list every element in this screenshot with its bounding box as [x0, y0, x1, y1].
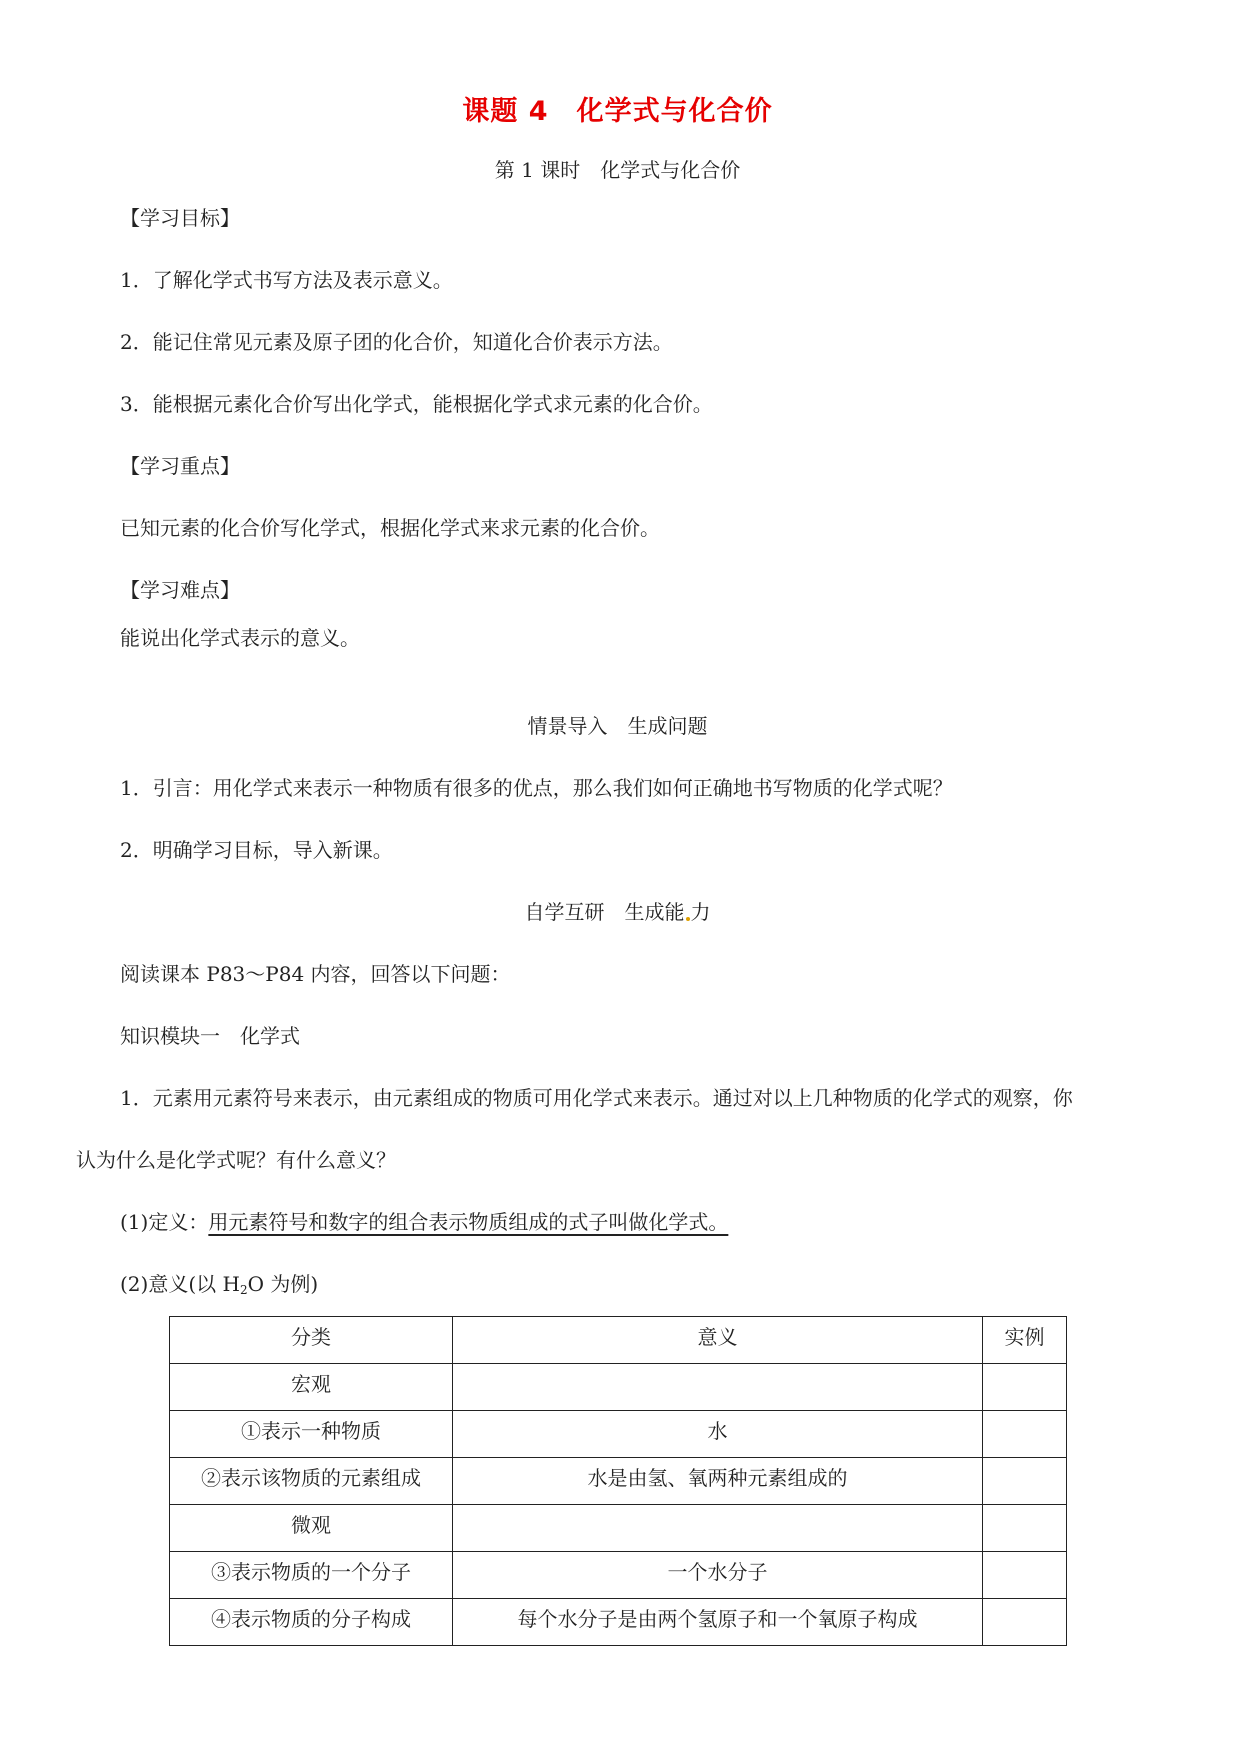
table-header-cell: 分类 [170, 1317, 453, 1364]
definition-label: (1)定义： [120, 1210, 209, 1234]
table-cell [983, 1364, 1067, 1411]
table-row [170, 1411, 1067, 1458]
table-cell [983, 1411, 1067, 1458]
table-cell: ④表示物质的分子构成 [170, 1599, 453, 1646]
meaning-label-pre: (2)意义(以 H [120, 1272, 240, 1296]
table-row [170, 1458, 1067, 1505]
table-cell: ②表示该物质的元素组成 [170, 1458, 453, 1505]
self-study-heading-part1: 自学互研 生成能 [524, 900, 685, 924]
table-cell: 微观 [170, 1505, 453, 1552]
intro-item: 1．引言：用化学式来表示一种物质有很多的优点，那么我们如何正确地书写物质的化学式呢？ [120, 776, 953, 800]
objective-item: 2．能记住常见元素及原子团的化合价，知道化合价表示方法。 [120, 330, 673, 354]
intro-section-heading: 情景导入 生成问题 [527, 714, 708, 738]
objectives-heading: 【学习目标】 [120, 206, 240, 230]
objective-item: 3．能根据元素化合价写出化学式，能根据化学式求元素的化合价。 [120, 392, 713, 416]
table-cell [983, 1458, 1067, 1505]
difficulties-text: 能说出化学式表示的意义。 [120, 626, 360, 650]
table-cell [983, 1505, 1067, 1552]
definition-line [120, 1210, 738, 1234]
dot-mark [686, 917, 690, 921]
table-row [170, 1505, 1067, 1552]
table-cell: 宏观 [170, 1364, 453, 1411]
table-cell [983, 1599, 1067, 1646]
table-header-row [170, 1317, 1067, 1364]
table-row [170, 1599, 1067, 1646]
table-cell: 每个水分子是由两个氢原子和一个氧原子构成 [453, 1599, 983, 1646]
question-1-line-1: 1．元素用元素符号来表示，由元素组成的物质可用化学式来表示。通过对以上几种物质的化学式的观察，你 [120, 1086, 1073, 1110]
objective-item: 1．了解化学式书写方法及表示意义。 [120, 268, 453, 292]
table-cell: ③表示物质的一个分子 [170, 1552, 453, 1599]
meaning-label-sub: 2 [239, 1283, 248, 1297]
self-study-heading [0, 900, 1235, 924]
key-points-heading: 【学习重点】 [120, 454, 240, 478]
intro-item: 2．明确学习目标，导入新课。 [120, 838, 393, 862]
table-row [170, 1552, 1067, 1599]
table-header-cell: 实例 [983, 1317, 1067, 1364]
key-points-text: 已知元素的化合价写化学式，根据化学式来求元素的化合价。 [120, 516, 660, 540]
definition-answer: 用元素符号和数字的组合表示物质组成的式子叫做化学式。 [208, 1210, 729, 1234]
lesson-subtitle: 第 1 课时 化学式与化合价 [494, 158, 741, 182]
table-cell [453, 1364, 983, 1411]
question-1-line-2: 认为什么是化学式呢？有什么意义？ [76, 1148, 396, 1172]
meaning-label-post: O 为例) [247, 1272, 319, 1296]
table-cell [983, 1552, 1067, 1599]
meaning-label [120, 1272, 318, 1297]
difficulties-heading: 【学习难点】 [120, 578, 240, 602]
table-cell: 一个水分子 [453, 1552, 983, 1599]
meaning-table [169, 1316, 1067, 1646]
table-row [170, 1364, 1067, 1411]
reading-instruction: 阅读课本 P83～P84 内容，回答以下问题： [120, 962, 511, 986]
table-header-cell: 意义 [453, 1317, 983, 1364]
table-cell: 水是由氢、氧两种元素组成的 [453, 1458, 983, 1505]
table-cell: ①表示一种物质 [170, 1411, 453, 1458]
table-cell: 水 [453, 1411, 983, 1458]
table-cell [453, 1505, 983, 1552]
page-title: 课题 4 化学式与化合价 [462, 96, 773, 127]
self-study-heading-part2: 力 [690, 900, 711, 924]
module-title: 知识模块一 化学式 [120, 1024, 300, 1048]
